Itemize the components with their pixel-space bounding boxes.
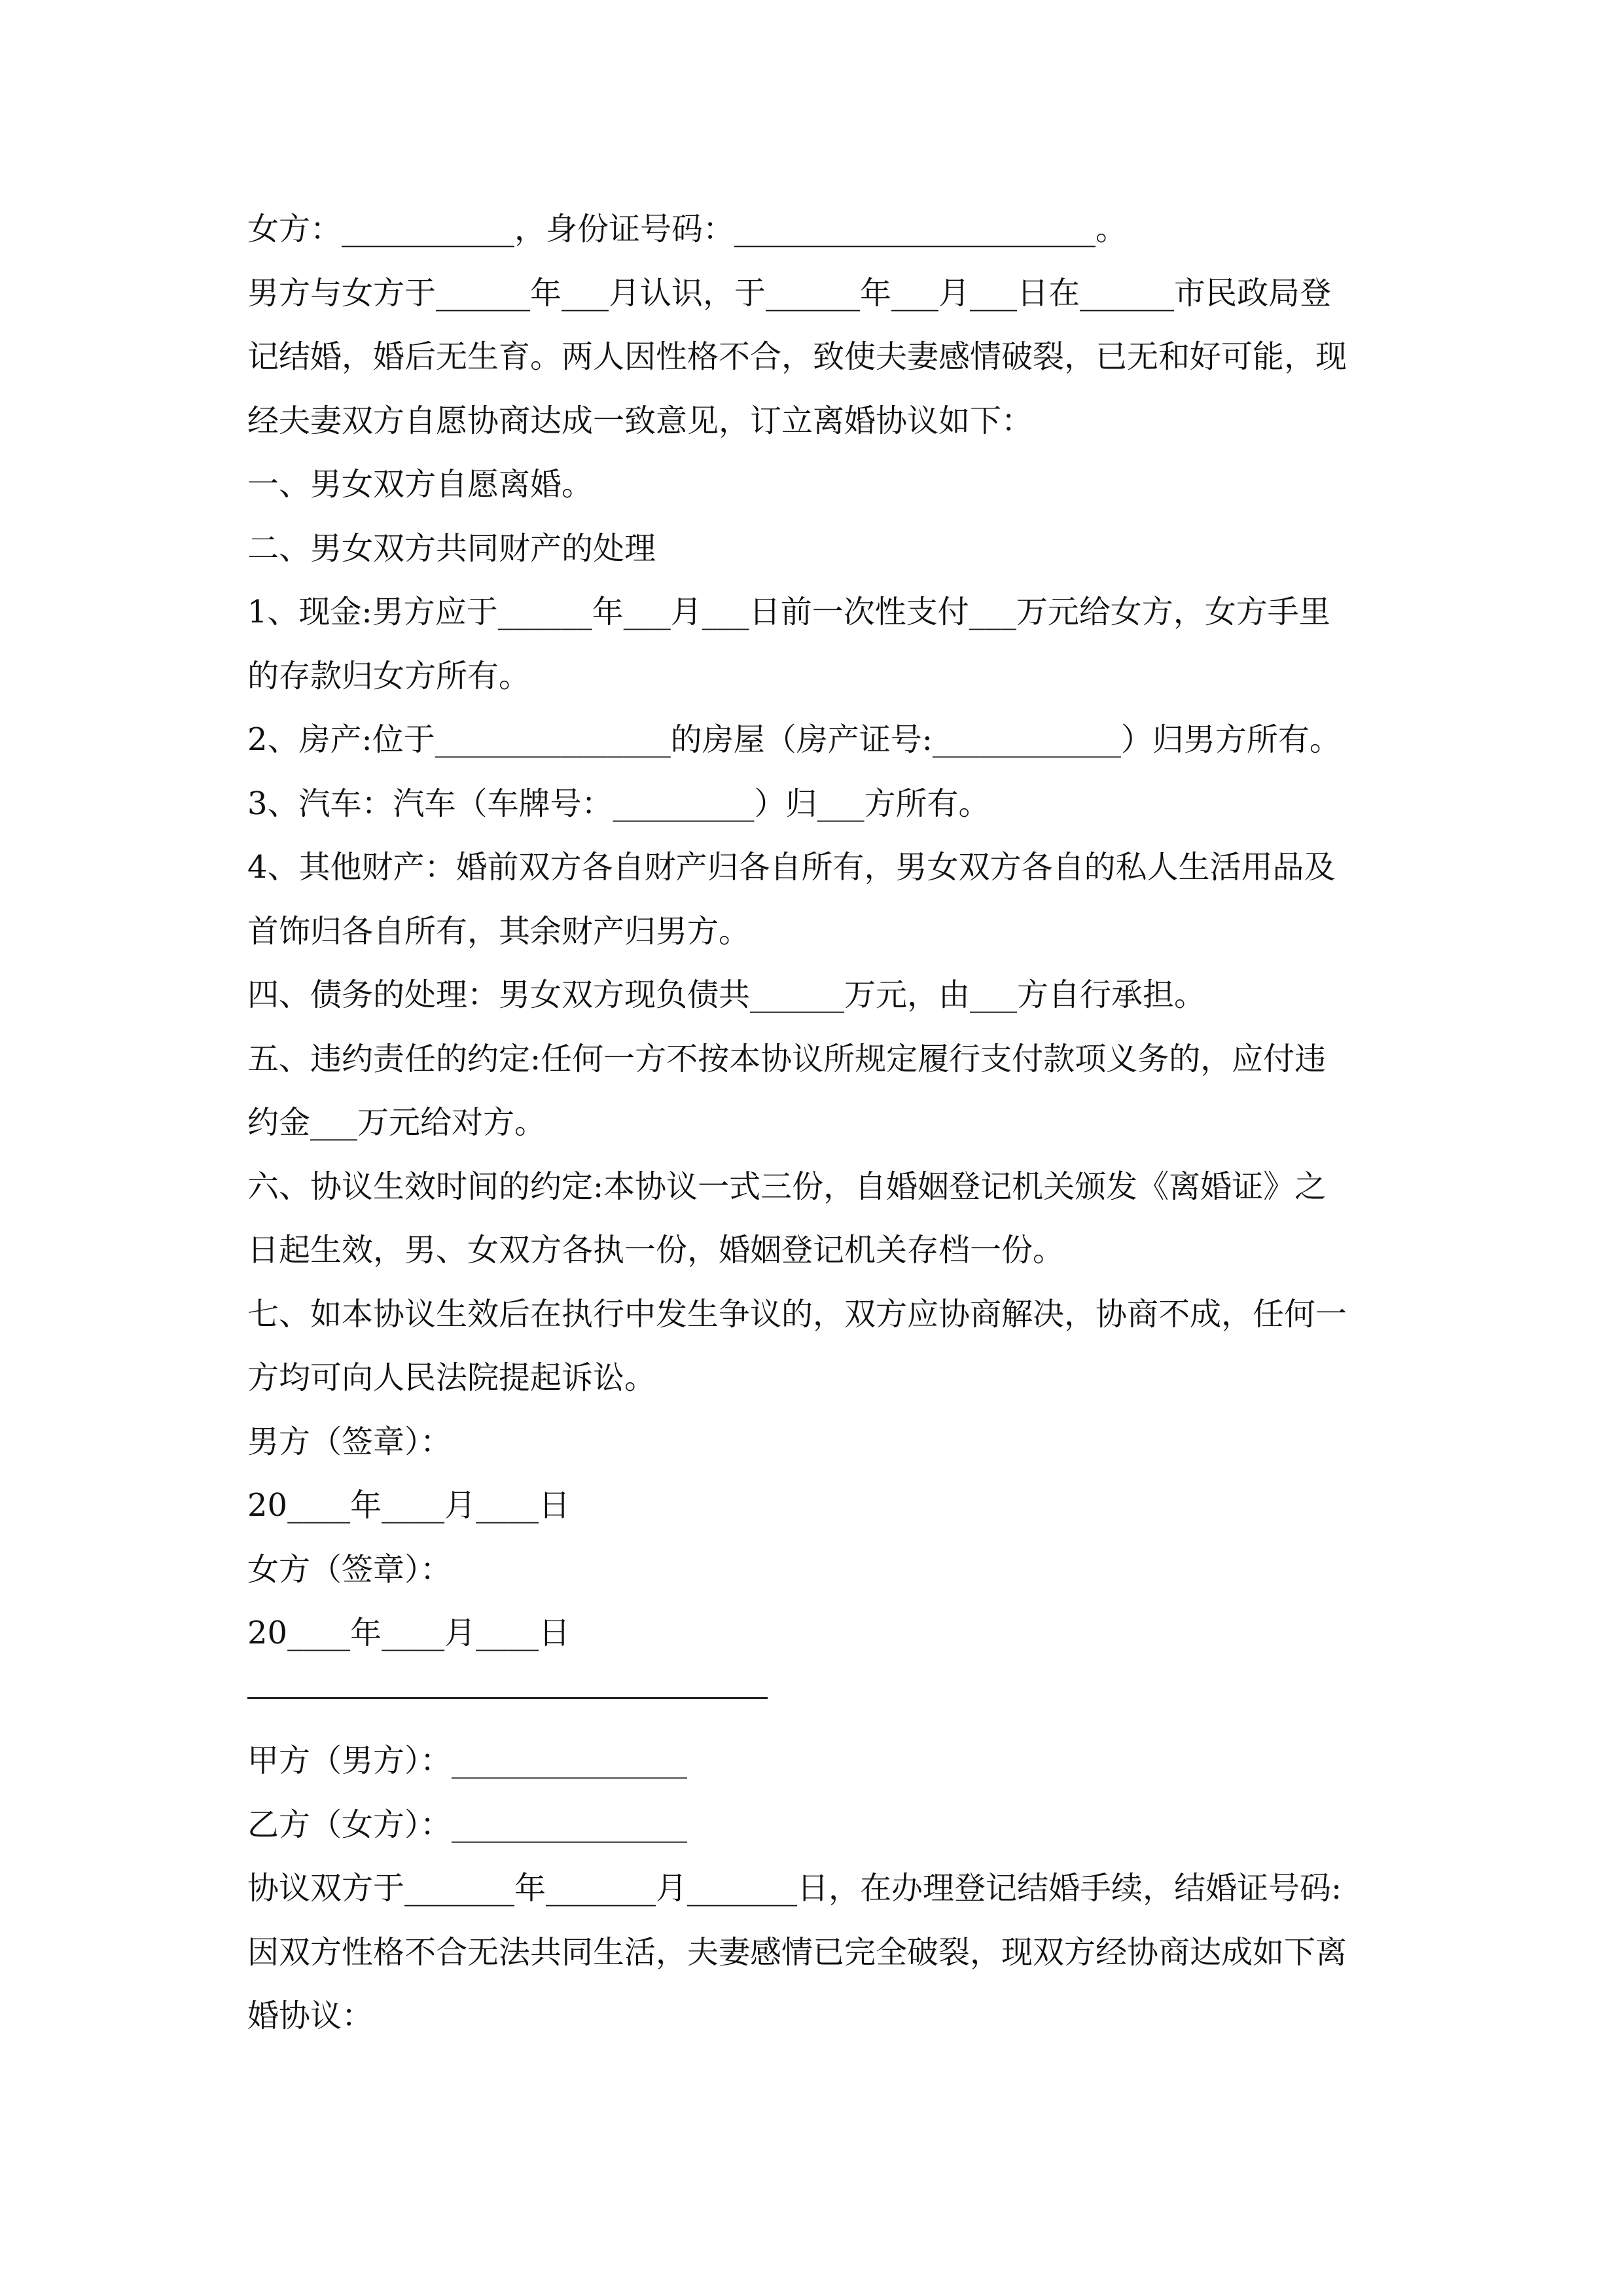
signature-female: 女方（签章）： <box>247 1551 452 1588</box>
party-a-line: 甲方（男方）：_______________ <box>247 1742 688 1779</box>
text-line: 日起生效，男、女双方各执一份，婚姻登记机关存档一份。 <box>247 1232 1065 1268</box>
text-line: 协议双方于_______年_______月_______日，在办理登记结婚手续，结婚证号码: <box>247 1870 1342 1907</box>
text-line: 记结婚，婚后无生育。两人因性格不合，致使夫妻感情破裂，已无和好可能，现 <box>247 338 1347 375</box>
text-line: 因双方性格不合无法共同生活，夫妻感情已完全破裂，现双方经协商达成如下离 <box>247 1933 1347 1971</box>
party-b-line: 乙方（女方）：_______________ <box>247 1806 688 1843</box>
text-line: 一、男女双方自愿离婚。 <box>247 466 594 503</box>
text-line: 五、违约责任的约定:任何一方不按本协议所规定履行支付款项义务的，应付违 <box>247 1040 1327 1077</box>
text-line: 3、汽车：汽车（车牌号：_________）归___方所有。 <box>247 785 990 822</box>
text-line: 首饰归各自所有，其余财产归男方。 <box>247 912 751 950</box>
text-line: 约金___万元给对方。 <box>247 1104 546 1141</box>
text-line: 四、债务的处理：男女双方现负债共______万元，由___方自行承担。 <box>247 977 1206 1013</box>
date-male: 20____年____月____日 <box>247 1487 571 1524</box>
text-line: 二、男女双方共同财产的处理 <box>247 529 656 567</box>
text-line: 2、房产:位于_______________的房屋（房产证号:____________）归男方所有。 <box>247 721 1341 758</box>
text-line: 的存款归女方所有。 <box>247 657 531 694</box>
text-line: 六、协议生效时间的约定:本协议一式三份，自婚姻登记机关颁发《离婚证》之 <box>247 1168 1327 1205</box>
text-line: 婚协议： <box>247 1998 374 2034</box>
text-line: 女方：___________，身份证号码：_______________________。 <box>247 211 1128 247</box>
date-female: 20____年____月____日 <box>247 1615 571 1651</box>
text-line: 1、现金:男方应于______年___月___日前一次性支付___万元给女方，女方手里 <box>247 594 1330 630</box>
text-line: 男方与女方于______年___月认识，于______年___月___日在______市民政局登 <box>247 274 1332 312</box>
section-divider <box>247 1666 1386 1730</box>
text-line: 七、如本协议生效后在执行中发生争议的，双方应协商解决，协商不成，任何一 <box>247 1295 1347 1333</box>
text-line: 方均可向人民法院提起诉讼。 <box>247 1359 656 1396</box>
agreement-document <box>247 198 1386 2049</box>
text-line: 4、其他财产：婚前双方各自财产归各自所有，男女双方各自的私人生活用品及 <box>247 849 1336 886</box>
text-line: 经夫妻双方自愿协商达成一致意见，订立离婚协议如下： <box>247 402 1033 439</box>
signature-male: 男方（签章）： <box>247 1423 452 1460</box>
